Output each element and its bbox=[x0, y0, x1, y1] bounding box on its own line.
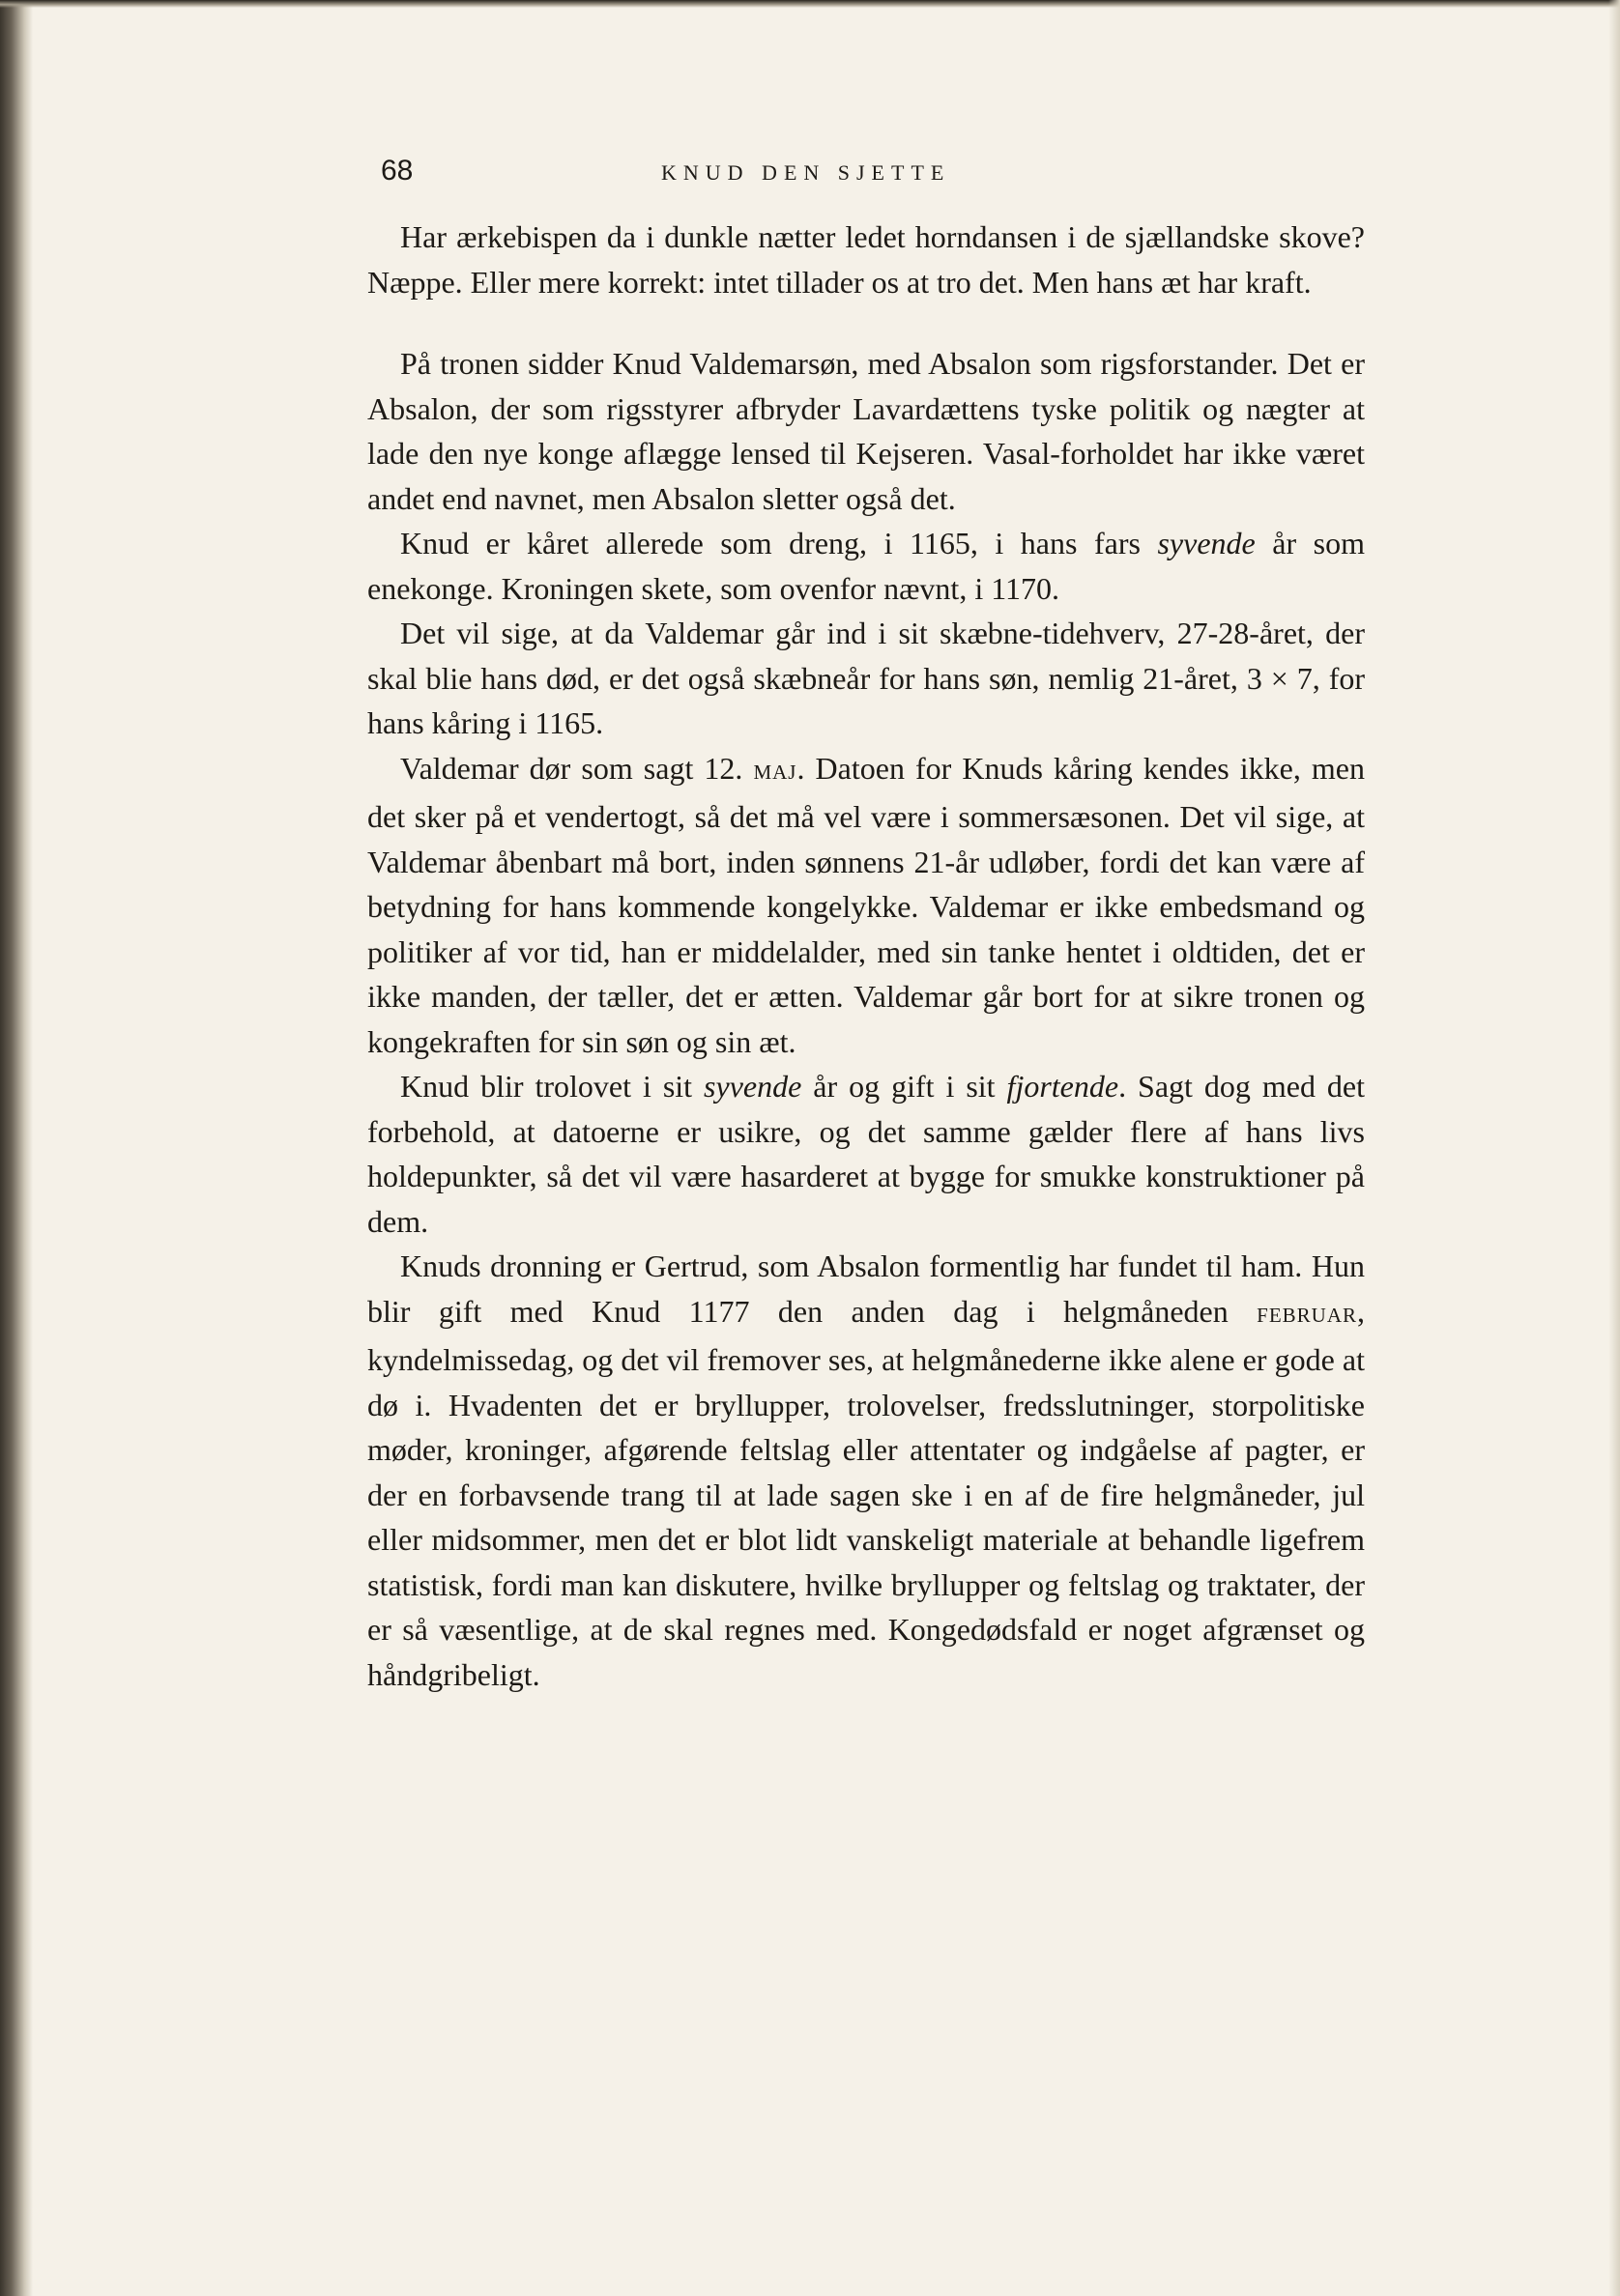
text-span: Knud er kåret allerede som dreng, i 1165, i hans fars bbox=[400, 526, 1158, 560]
book-binding-edge bbox=[0, 0, 33, 2296]
paragraph bbox=[367, 521, 1365, 611]
italic-span: syvende bbox=[704, 1069, 802, 1104]
italic-span: fjortende bbox=[1006, 1069, 1119, 1104]
paragraph bbox=[367, 1064, 1365, 1244]
small-caps-span: FEBRUAR bbox=[1257, 1303, 1357, 1327]
text-span: år og gift i sit bbox=[801, 1069, 1007, 1104]
italic-span: syvende bbox=[1157, 526, 1256, 560]
paragraph bbox=[367, 1244, 1365, 1697]
text-span: På tronen sidder Knud Valdemarsøn, med Absalon som rigsforstander. Det er Absalon, der som rigsstyrer afbryder Lavardættens tyske politik og nægter at lade den nye konge aflægge lensed til Kejseren. Vasal-forholdet har ikke været andet end navnet, men Absalon sletter også det. bbox=[367, 346, 1365, 516]
text-span: Knud blir trolovet i sit bbox=[400, 1069, 705, 1104]
page-right-edge bbox=[1608, 0, 1620, 2296]
page-top-shadow bbox=[0, 0, 1620, 8]
paragraph bbox=[367, 611, 1365, 746]
body-text bbox=[367, 215, 1365, 1697]
text-span: år som enekonge. Kroningen skete, som ovenfor nævnt, i 1170. bbox=[367, 526, 1366, 606]
paragraph bbox=[367, 341, 1365, 521]
text-span: Valdemar dør som sagt 12. bbox=[400, 750, 754, 786]
text-span: Knuds dronning er Gertrud, som Absalon formentlig har fundet til ham. Hun blir gift med Knud 1177 den anden dag i helgmåneden bbox=[367, 1248, 1365, 1329]
text-span: , kyndelmissedag, og det vil fremover ses, at helgmånederne ikke alene er gode at dø i. Hvadenten det er bryllupper, trolovelser, fredsslutninger, storpolitiske møder, kroninger, afgørende feltslag eller attentater og indgåelse af pagter, er der en forbavsende trang til at lade sagen ske i en af de fire helgmåneder, jul eller midsommer, men det er blot lidt vanskeligt materiale at behandle ligefrem statistisk, fordi man kan diskutere, hvilke bryllupper og feltslag og traktater, der er så væsentlige, at de skal regnes med. Kongedødsfald er noget afgrænset og håndgribeligt. bbox=[367, 1293, 1365, 1692]
text-span: . Datoen for Knuds kåring kendes ikke, men det sker på et vendertogt, så det må vel være i sommersæsonen. Det vil sige, at Valdemar åbenbart må bort, inden sønnens 21-år udløber, fordi det kan være af betydning for hans kommende kongelykke. Valdemar er ikke embedsmand og politiker af vor tid, han er middelalder, med sin tanke hentet i oldtiden, det er ikke manden, der tæller, det er ætten. Valdemar går bort for at sikre tronen og kongekraften for sin søn og sin æt. bbox=[367, 750, 1365, 1059]
text-span: Har ærkebispen da i dunkle nætter ledet horndansen i de sjællandske skove? Næppe. Eller mere korrekt: intet tillader os at tro det. Men hans æt har kraft. bbox=[367, 219, 1365, 300]
paragraph bbox=[367, 746, 1365, 1065]
running-head: KNUD DEN SJETTE bbox=[661, 160, 951, 185]
text-span: . Sagt dog med det forbehold, at datoerne er usikre, og det samme gælder flere af hans livs holdepunkter, så det vil være hasarderet at bygge for smukke konstruktioner på dem. bbox=[367, 1069, 1366, 1239]
page-header bbox=[381, 155, 1347, 193]
small-caps-span: MAJ bbox=[753, 760, 797, 784]
paragraph bbox=[367, 215, 1365, 304]
text-span: Det vil sige, at da Valdemar går ind i sit skæbne-tidehverv, 27-28-året, der skal blie hans død, er det også skæbneår for hans søn, nemlig 21-året, 3 × 7, for hans kåring i 1165. bbox=[367, 616, 1365, 740]
page-number: 68 bbox=[381, 155, 414, 187]
